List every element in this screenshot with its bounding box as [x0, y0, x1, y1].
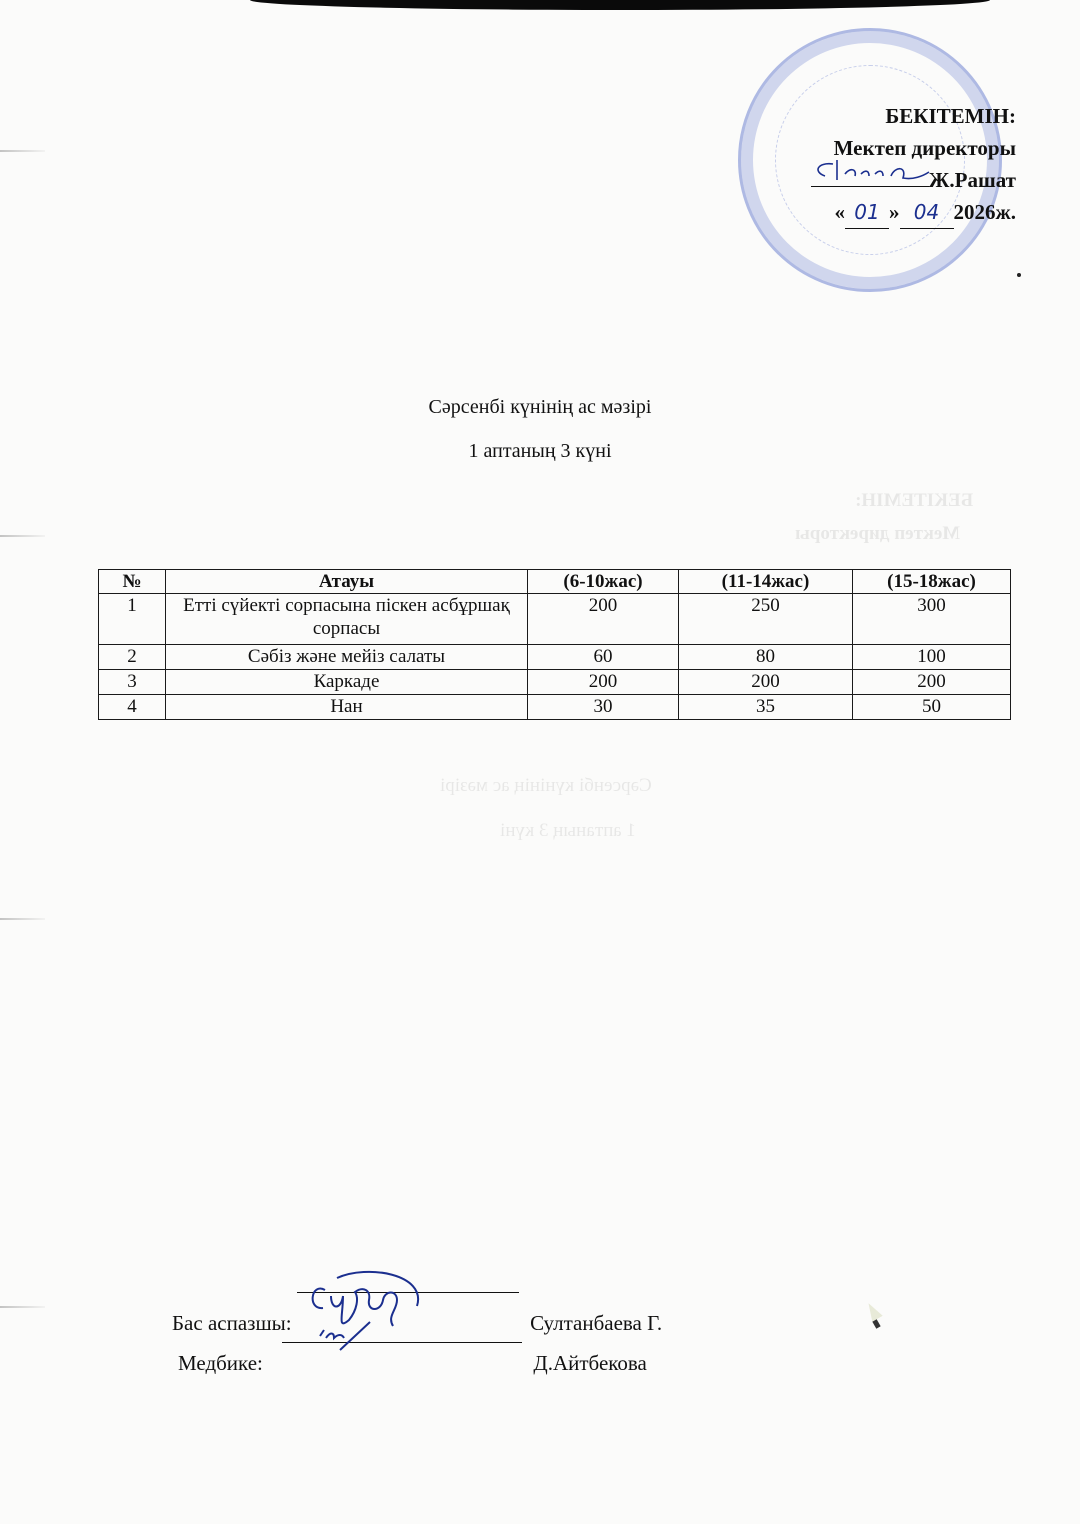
cell-number: 3	[99, 670, 166, 695]
cell-age-11-14: 35	[679, 695, 853, 720]
header-number: №	[99, 570, 166, 594]
ink-dot	[1017, 273, 1021, 277]
ghost-title: Сәрсенбі күнінің ас мәзірі	[440, 775, 652, 796]
cell-name: Нан	[166, 695, 528, 720]
scan-artifact-mark	[863, 1300, 882, 1322]
date-month: 04	[900, 196, 954, 229]
table-row	[99, 670, 1011, 695]
cook-name: Султанбаева Г.	[530, 1311, 663, 1335]
cell-age-15-18: 300	[853, 594, 1011, 645]
director-signature	[811, 164, 929, 187]
cook-label: Бас аспазшы:	[172, 1311, 292, 1335]
nurse-signature	[282, 1320, 522, 1343]
date-close-quote: »	[889, 200, 900, 224]
cell-name: Сәбіз және мейіз салаты	[166, 645, 528, 670]
cell-number: 4	[99, 695, 166, 720]
cell-age-11-14: 80	[679, 645, 853, 670]
date-year: 2026ж.	[953, 200, 1016, 224]
scan-edge-mark	[0, 1306, 45, 1308]
ghost-subtitle: 1 аптаның 3 күні	[500, 820, 636, 841]
cell-age-6-10: 200	[528, 670, 679, 695]
cell-name: Етті сүйекті сорпасына піскен асбұршақ сорпасы	[166, 594, 528, 645]
scan-top-shadow	[250, 0, 990, 10]
approval-heading: БЕКІТЕМІН:	[885, 104, 1016, 128]
nurse-signature-row	[178, 1320, 647, 1376]
header-age-15-18: (15-18жас)	[853, 570, 1011, 594]
table-row	[99, 695, 1011, 720]
approval-date	[811, 196, 1016, 229]
header-age-11-14: (11-14жас)	[679, 570, 853, 594]
cell-number: 1	[99, 594, 166, 645]
nurse-signature-icon	[282, 1320, 522, 1370]
header-age-6-10: (6-10жас)	[528, 570, 679, 594]
cell-age-15-18: 100	[853, 645, 1011, 670]
ghost-approval-position: Мектеп директоры	[795, 523, 961, 544]
nurse-name: Д.Айтбекова	[533, 1351, 647, 1375]
scan-edge-mark	[0, 535, 45, 537]
cell-age-6-10: 60	[528, 645, 679, 670]
table-row	[99, 594, 1011, 645]
ghost-approval-heading: БЕКІТЕМІН:	[855, 490, 974, 511]
page-subtitle: 1 аптаның 3 күні	[468, 440, 612, 462]
cook-signature	[297, 1270, 519, 1293]
cell-number: 2	[99, 645, 166, 670]
table-header-row	[99, 570, 1011, 594]
director-name: Ж.Рашат	[928, 168, 1016, 192]
scan-edge-mark	[0, 918, 45, 920]
page-title: Сәрсенбі күнінің ас мәзірі	[428, 396, 652, 418]
header-name: Атауы	[166, 570, 528, 594]
date-day: 01	[845, 196, 889, 229]
approval-signature-line	[811, 164, 1016, 196]
date-open-quote: «	[834, 200, 846, 224]
approval-position: Мектеп директоры	[833, 136, 1016, 160]
cell-age-6-10: 30	[528, 695, 679, 720]
cell-age-11-14: 250	[679, 594, 853, 645]
menu-table	[98, 569, 1011, 720]
director-signature-icon	[811, 158, 929, 184]
approval-block	[811, 100, 1016, 229]
scan-edge-mark	[0, 150, 45, 152]
cell-age-15-18: 200	[853, 670, 1011, 695]
scan-artifact-tip	[872, 1319, 880, 1328]
cell-age-6-10: 200	[528, 594, 679, 645]
nurse-label: Медбике:	[178, 1351, 263, 1375]
cell-age-15-18: 50	[853, 695, 1011, 720]
cell-age-11-14: 200	[679, 670, 853, 695]
cell-name: Каркаде	[166, 670, 528, 695]
table-row	[99, 645, 1011, 670]
